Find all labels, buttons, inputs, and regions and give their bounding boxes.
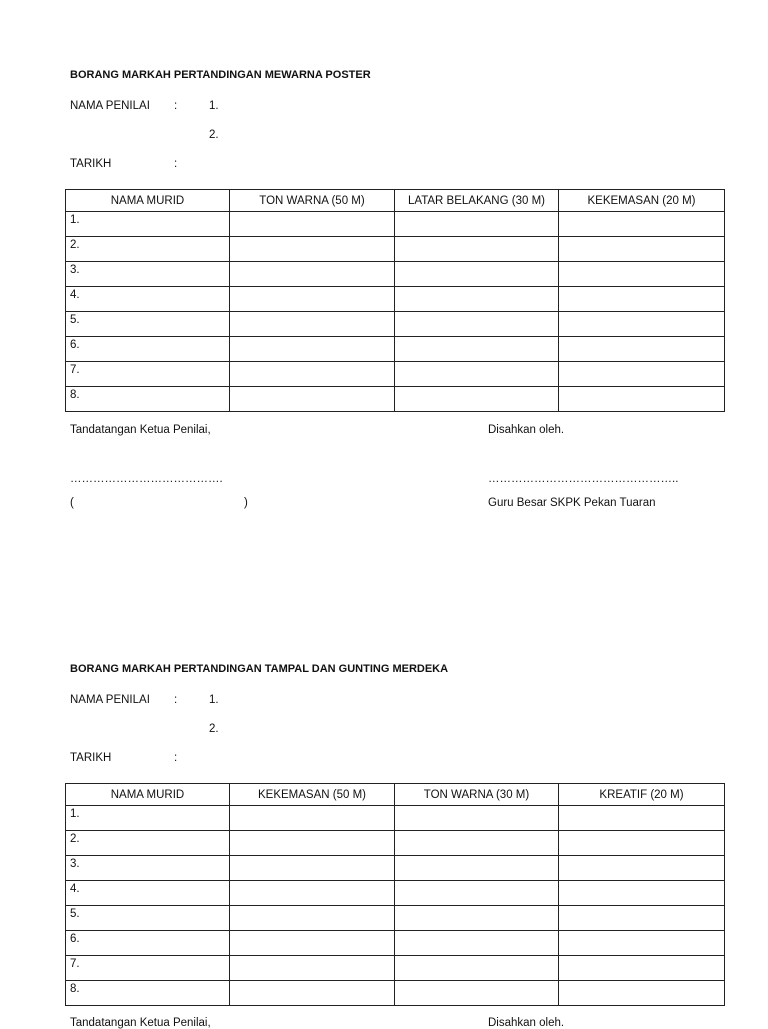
row-number: 8. <box>66 981 230 1006</box>
row-number: 5. <box>66 312 230 337</box>
row-number: 5. <box>66 906 230 931</box>
judge-colon: : <box>174 694 178 706</box>
column-header: TON WARNA (30 M) <box>395 784 559 806</box>
row-number: 2. <box>66 831 230 856</box>
score-cell[interactable] <box>559 362 725 387</box>
table-row <box>66 262 725 287</box>
table-row <box>66 981 725 1006</box>
row-number: 7. <box>66 362 230 387</box>
score-cell[interactable] <box>395 262 559 287</box>
signature-line-right: ………………………………………….. <box>488 473 679 485</box>
score-cell[interactable] <box>230 362 395 387</box>
judge-label: NAMA PENILAI <box>70 100 150 112</box>
judge-line-2: 2. <box>209 129 219 141</box>
score-cell[interactable] <box>230 931 395 956</box>
score-cell[interactable] <box>395 387 559 412</box>
score-cell[interactable] <box>559 387 725 412</box>
score-cell[interactable] <box>559 881 725 906</box>
score-cell[interactable] <box>230 806 395 831</box>
score-cell[interactable] <box>230 237 395 262</box>
row-number: 4. <box>66 881 230 906</box>
name-paren-close: ) <box>244 497 248 509</box>
score-cell[interactable] <box>230 387 395 412</box>
score-cell[interactable] <box>395 981 559 1006</box>
column-header: TON WARNA (50 M) <box>230 190 395 212</box>
table-row <box>66 931 725 956</box>
score-cell[interactable] <box>230 856 395 881</box>
table-row <box>66 337 725 362</box>
date-label: TARIKH <box>70 158 112 170</box>
score-cell[interactable] <box>559 287 725 312</box>
form-title: BORANG MARKAH PERTANDINGAN TAMPAL DAN GUNTING MERDEKA <box>70 663 449 675</box>
score-cell[interactable] <box>395 337 559 362</box>
date-label: TARIKH <box>70 752 112 764</box>
column-header: KEKEMASAN (50 M) <box>230 784 395 806</box>
table-header-row <box>66 190 725 212</box>
table-row <box>66 831 725 856</box>
table-row <box>66 312 725 337</box>
sign-right-label: Disahkan oleh. <box>488 424 565 436</box>
score-cell[interactable] <box>559 956 725 981</box>
table-row <box>66 287 725 312</box>
table-row <box>66 387 725 412</box>
score-cell[interactable] <box>559 931 725 956</box>
row-number: 2. <box>66 237 230 262</box>
table-row <box>66 362 725 387</box>
signature-line-left: …………………………………. <box>70 473 223 485</box>
table-row <box>66 237 725 262</box>
judge-colon: : <box>174 100 178 112</box>
score-cell[interactable] <box>230 956 395 981</box>
score-cell[interactable] <box>230 312 395 337</box>
score-cell[interactable] <box>230 262 395 287</box>
score-cell[interactable] <box>395 856 559 881</box>
score-cell[interactable] <box>559 262 725 287</box>
judge-line-1: 1. <box>209 100 219 112</box>
score-cell[interactable] <box>395 237 559 262</box>
date-colon: : <box>174 752 178 764</box>
column-header: NAMA MURID <box>66 784 230 806</box>
row-number: 7. <box>66 956 230 981</box>
row-number: 3. <box>66 262 230 287</box>
score-cell[interactable] <box>230 906 395 931</box>
name-paren-open: ( <box>70 497 74 509</box>
marks-table <box>65 783 725 1006</box>
row-number: 8. <box>66 387 230 412</box>
score-cell[interactable] <box>230 212 395 237</box>
score-cell[interactable] <box>559 856 725 881</box>
score-cell[interactable] <box>559 831 725 856</box>
row-number: 4. <box>66 287 230 312</box>
column-header: KEKEMASAN (20 M) <box>559 190 725 212</box>
score-cell[interactable] <box>395 956 559 981</box>
sign-left-label: Tandatangan Ketua Penilai, <box>70 424 211 436</box>
judge-line-2: 2. <box>209 723 219 735</box>
score-cell[interactable] <box>395 931 559 956</box>
score-cell[interactable] <box>230 287 395 312</box>
score-cell[interactable] <box>559 212 725 237</box>
score-cell[interactable] <box>395 362 559 387</box>
score-cell[interactable] <box>395 881 559 906</box>
score-cell[interactable] <box>395 831 559 856</box>
judge-label: NAMA PENILAI <box>70 694 150 706</box>
column-header: LATAR BELAKANG (30 M) <box>395 190 559 212</box>
sign-right-label: Disahkan oleh. <box>488 1017 565 1029</box>
score-cell[interactable] <box>559 981 725 1006</box>
judge-line-1: 1. <box>209 694 219 706</box>
column-header: KREATIF (20 M) <box>559 784 725 806</box>
table-row <box>66 212 725 237</box>
score-cell[interactable] <box>559 237 725 262</box>
row-number: 3. <box>66 856 230 881</box>
score-cell[interactable] <box>230 831 395 856</box>
approver-title: Guru Besar SKPK Pekan Tuaran <box>488 497 656 509</box>
score-cell[interactable] <box>559 337 725 362</box>
table-row <box>66 956 725 981</box>
form-title: BORANG MARKAH PERTANDINGAN MEWARNA POSTER <box>70 69 371 81</box>
table-row <box>66 881 725 906</box>
marks-table <box>65 189 725 412</box>
score-cell[interactable] <box>395 312 559 337</box>
score-cell[interactable] <box>395 906 559 931</box>
score-cell[interactable] <box>230 337 395 362</box>
score-cell[interactable] <box>395 212 559 237</box>
row-number: 6. <box>66 337 230 362</box>
score-cell[interactable] <box>230 981 395 1006</box>
table-row <box>66 856 725 881</box>
score-cell[interactable] <box>559 312 725 337</box>
row-number: 1. <box>66 212 230 237</box>
table-row <box>66 906 725 931</box>
row-number: 1. <box>66 806 230 831</box>
sign-left-label: Tandatangan Ketua Penilai, <box>70 1017 211 1029</box>
score-cell[interactable] <box>395 287 559 312</box>
table-header-row <box>66 784 725 806</box>
date-colon: : <box>174 158 178 170</box>
score-cell[interactable] <box>559 906 725 931</box>
score-cell[interactable] <box>559 806 725 831</box>
table-row <box>66 806 725 831</box>
row-number: 6. <box>66 931 230 956</box>
score-cell[interactable] <box>230 881 395 906</box>
score-cell[interactable] <box>395 806 559 831</box>
column-header: NAMA MURID <box>66 190 230 212</box>
